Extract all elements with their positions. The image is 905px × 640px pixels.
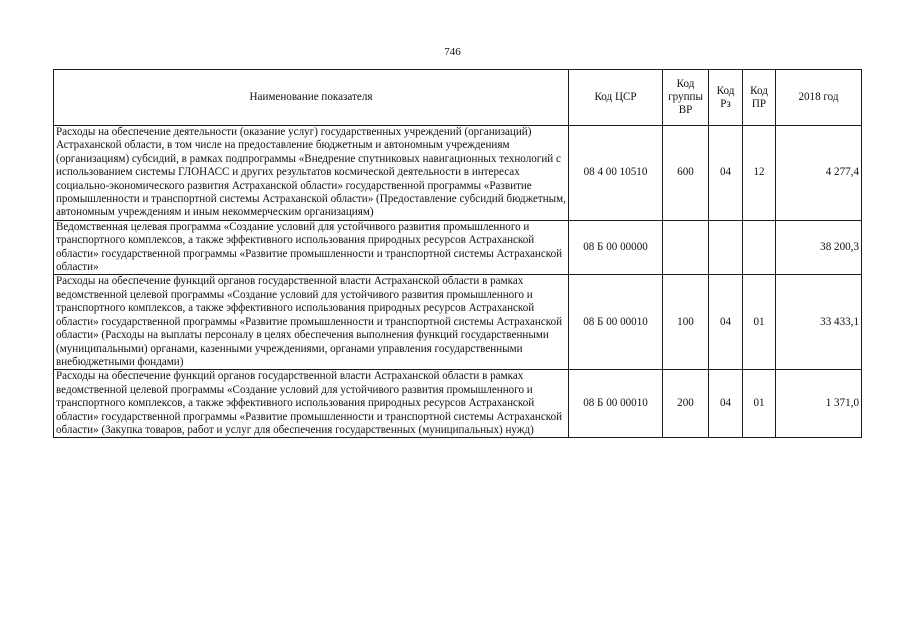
row-name: Расходы на обеспечение функций органов государственной власти Астраханской области в рамках ведомственной целевой программы «Создание условий для устойчивого развития промышленного и транспортного комплексов, а также эффективного использования природных ресурсов Астраханской области» государственной программы «Развитие промышленности и транспортной системы Астраханской области» (Расходы на выплаты персоналу в целях обеспечения выполнения функций государственными (муниципальными) органами, казенными учреждениями, органами управления государственными внебюджетными фондами) [54,275,569,370]
row-name: Расходы на обеспечение функций органов государственной власти Астраханской области в рамках ведомственной целевой программы «Создание условий для устойчивого развития промышленного и транспортного комплексов, а также эффективного использования природных ресурсов Астраханской области» государственной программы «Развитие промышленности и транспортной системы Астраханской области» (Закупка товаров, работ и услуг для обеспечения государственных (муниципальных) нужд) [54,370,569,438]
row-rz: 04 [709,126,743,221]
header-csr: Код ЦСР [569,70,663,126]
row-amount: 1 371,0 [776,370,862,438]
table-row [54,370,862,438]
row-csr: 08 Б 00 00010 [569,370,663,438]
row-vr: 600 [663,126,709,221]
row-pr: 01 [743,370,776,438]
table-header-row [54,70,862,126]
row-pr: 12 [743,126,776,221]
page-number: 746 [444,46,461,58]
header-year: 2018 год [776,70,862,126]
budget-table [53,69,862,438]
row-csr: 08 Б 00 00010 [569,275,663,370]
row-pr: 01 [743,275,776,370]
row-vr [663,220,709,275]
row-rz: 04 [709,370,743,438]
row-name: Ведомственная целевая программа «Создание условий для устойчивого развития промышленного и транспортного комплексов, а также эффективного использования природных ресурсов Астраханской области» государственной программы «Развитие промышленности и транспортной системы Астраханской области» [54,220,569,275]
row-pr [743,220,776,275]
row-name: Расходы на обеспечение деятельности (оказание услуг) государственных учреждений (организаций) Астраханской области, в том числе на предоставление бюджетным и автономным учреждениям (организациям) субсидий, в рамках подпрограммы «Внедрение спутниковых навигационных технологий с использованием системы ГЛОНАСС и других результатов космической деятельности в интересах социально-экономического развития Астраханской области» государственной программы «Развитие промышленности и транспортной системы Астраханской области» (Предоставление субсидий бюджетным, автономным учреждениям и иным некоммерческим организациям) [54,126,569,221]
row-rz: 04 [709,275,743,370]
row-amount: 4 277,4 [776,126,862,221]
row-csr: 08 Б 00 00000 [569,220,663,275]
header-vr: Код группы ВР [663,70,709,126]
row-csr: 08 4 00 10510 [569,126,663,221]
header-pr: Код ПР [743,70,776,126]
table-row [54,275,862,370]
header-name: Наименование показателя [54,70,569,126]
header-rz: Код Рз [709,70,743,126]
row-amount: 33 433,1 [776,275,862,370]
row-vr: 100 [663,275,709,370]
row-vr: 200 [663,370,709,438]
table-row [54,220,862,275]
table-row [54,126,862,221]
row-amount: 38 200,3 [776,220,862,275]
row-rz [709,220,743,275]
